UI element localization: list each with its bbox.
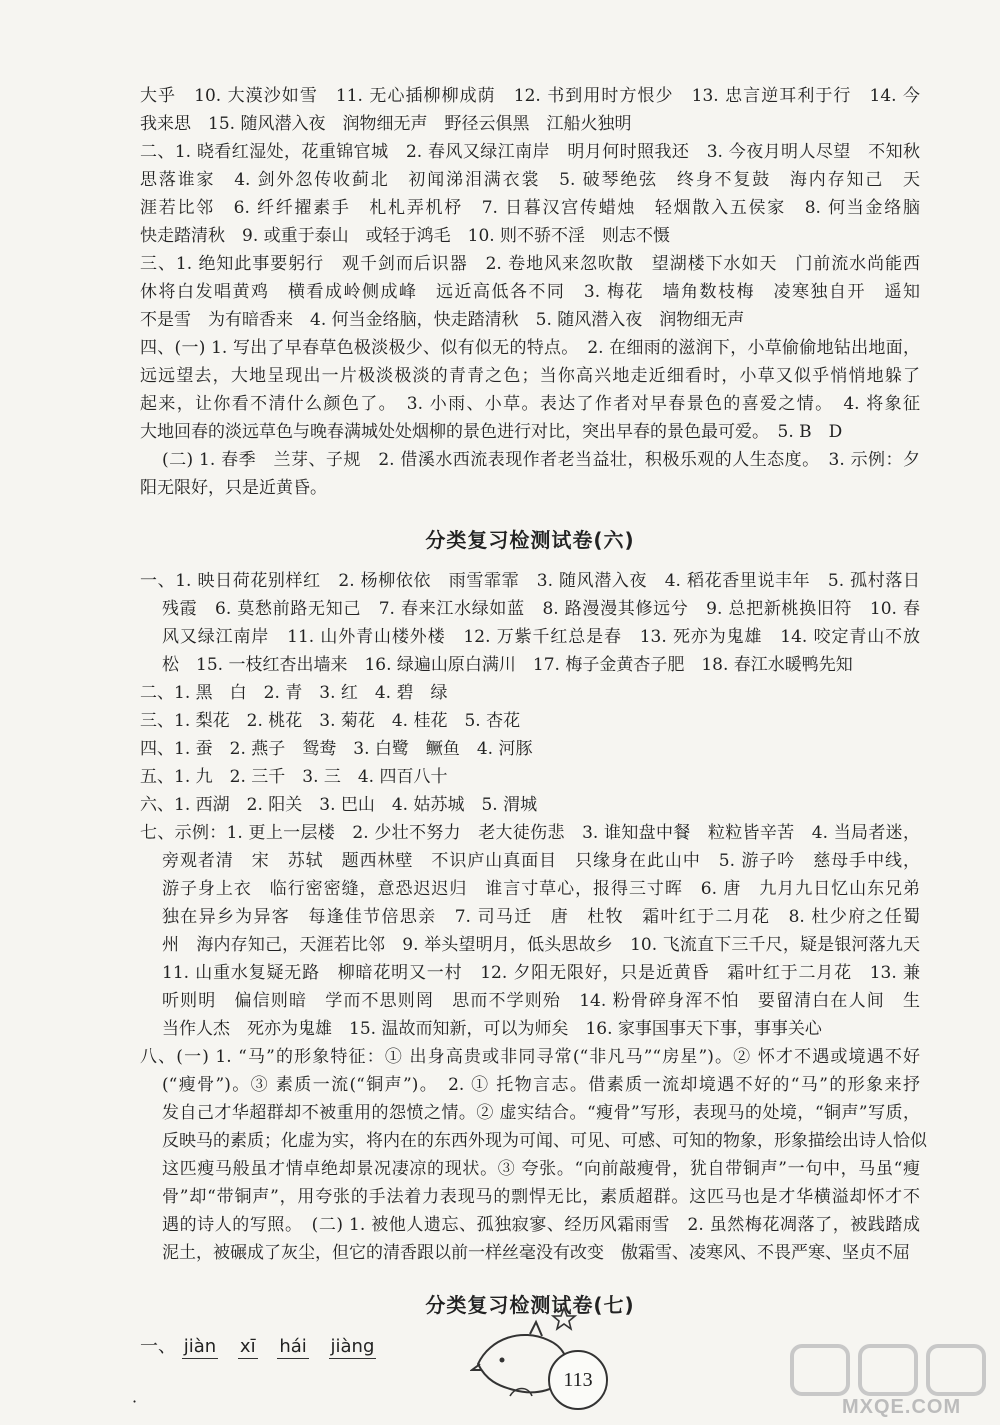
answer-line: 七、示例：1. 更上一层楼 2. 少壮不努力 老大徒伤悲 3. 谁知盘中餐 粒粒皆辛苦 4. 当局者迷， bbox=[140, 823, 920, 843]
answer-line: 我来思 15. 随风潜入夜 润物细无声 野径云俱黑 江船火独明 bbox=[140, 114, 632, 134]
pinyin-question-prefix: 一、 bbox=[140, 1336, 176, 1357]
section-6-answers bbox=[140, 567, 927, 1267]
answer-line: 发自己才华超群却不被重用的怨愤之情。② 虚实结合。“瘦骨”写形，表现马的处境，“铜声”写质， bbox=[162, 1103, 920, 1123]
pinyin-word: jiàn bbox=[183, 1336, 217, 1357]
answer-line: 六、1. 西湖 2. 阳关 3. 巴山 4. 姑苏城 5. 渭城 bbox=[140, 795, 538, 815]
answer-line: 三、1. 梨花 2. 桃花 3. 菊花 4. 桂花 5. 杏花 bbox=[140, 711, 521, 731]
answer-line: 残霞 6. 莫愁前路无知己 7. 春来江水绿如蓝 8. 路漫漫其修远兮 9. 总把新桃换旧符 10. 春 bbox=[162, 599, 920, 619]
answer-line: 州 海内存知己，天涯若比邻 9. 举头望明月，低头思故乡 10. 飞流直下三千尺，疑是银河落九天 bbox=[162, 935, 920, 955]
pinyin-word: jiàng bbox=[330, 1336, 375, 1357]
answer-line: 11. 山重水复疑无路 柳暗花明又一村 12. 夕阳无限好，只是近黄昏 霜叶红于二月花 13. 兼 bbox=[162, 963, 920, 983]
answer-line: 游子身上衣 临行密密缝，意恐迟迟归 谁言寸草心，报得三寸晖 6. 唐 九月九日忆山东兄弟 bbox=[162, 879, 920, 899]
answer-line: 反映马的素质；化虚为实，将内在的东西外现为可闻、可见、可感、可知的物象，形象描绘出诗人恰似 bbox=[162, 1131, 927, 1151]
answer-line: 听则明 偏信则暗 学而不思则罔 思而不学则殆 14. 粉骨碎身浑不怕 要留清白在人间 生 bbox=[162, 991, 920, 1011]
pinyin-word: hái bbox=[279, 1336, 307, 1357]
answer-line: 独在异乡为异客 每逢佳节倍思亲 7. 司马迁 唐 杜牧 霜叶红于二月花 8. 杜少府之任蜀 bbox=[162, 907, 920, 927]
answer-line: 休将白发唱黄鸡 横看成岭侧成峰 远近高低各不同 3. 梅花 墙角数枝梅 凌寒独自开 遥知 bbox=[140, 282, 920, 302]
page-number: 113 bbox=[548, 1350, 608, 1410]
answer-line: 远远望去，大地呈现出一片极淡极淡的青青之色；当你高兴地走近细看时，小草又似乎悄悄地躲了 bbox=[140, 366, 920, 386]
answer-line: 风又绿江南岸 11. 山外青山楼外楼 12. 万紫千红总是春 13. 死亦为鬼雄 14. 咬定青山不放 bbox=[162, 627, 920, 647]
answer-line: 五、1. 九 2. 三千 3. 三 4. 四百八十 bbox=[140, 767, 448, 787]
answer-line: 大乎 10. 大漠沙如雪 11. 无心插柳柳成荫 12. 书到用时方恨少 13. 忠言逆耳利于行 14. 今 bbox=[140, 86, 920, 106]
answer-line: (二) 1. 春季 兰芽、子规 2. 借溪水西流表现作者老当益壮，积极乐观的人生态度。 3. 示例：夕 bbox=[162, 450, 920, 470]
watermark-text: MXQE.COM bbox=[842, 1396, 962, 1418]
section-7-title: 分类复习检测试卷(七) bbox=[425, 1293, 635, 1317]
answer-line: 起来，让你看不清什么颜色了。 3. 小雨、小草。表达了作者对早春景色的喜爱之情。 4. 将象征 bbox=[140, 394, 920, 414]
answer-line: 不是雪 为有暗香来 4. 何当金络脑，快走踏清秋 5. 随风潜入夜 润物细无声 bbox=[140, 310, 745, 330]
answer-line: 四、(一) 1. 写出了早春草色极淡极少、似有似无的特点。 2. 在细雨的滋润下，小草偷偷地钻出地面， bbox=[140, 338, 920, 358]
previous-test-answers bbox=[140, 82, 920, 502]
answer-line: 阳无限好，只是近黄昏。 bbox=[140, 478, 327, 498]
section-6-title: 分类复习检测试卷(六) bbox=[425, 528, 635, 552]
answer-line: 遇的诗人的写照。 (二) 1. 被他人遗忘、孤独寂寥、经历风霜雨雪 2. 虽然梅花凋落了，被践踏成 bbox=[162, 1215, 920, 1235]
answer-line: 大地回春的淡远草色与晚春满城处处烟柳的景色进行对比，突出早春的景色最可爱。 5. B D bbox=[140, 422, 843, 442]
answer-line: 快走踏清秋 9. 或重于泰山 或轻于鸿毛 10. 则不骄不淫 则志不慑 bbox=[140, 226, 671, 246]
answer-line: 当作人杰 死亦为鬼雄 15. 温故而知新，可以为师矣 16. 家事国事天下事，事事关心 bbox=[162, 1019, 822, 1039]
answer-line: 二、1. 晓看红湿处，花重锦官城 2. 春风又绿江南岸 明月何时照我还 3. 今夜月明人尽望 不知秋 bbox=[140, 142, 920, 162]
answer-line: 松 15. 一枝红杏出墙来 16. 绿遍山原白满川 17. 梅子金黄杏子肥 18. 春江水暖鸭先知 bbox=[162, 655, 853, 675]
answer-line: 泥土，被碾成了灰尘，但它的清香跟以前一样丝毫没有改变 傲霜雪、凌寒风、不畏严寒、坚贞不屈 bbox=[162, 1243, 910, 1263]
answer-line: 旁观者清 宋 苏轼 题西林壁 不识庐山真面目 只缘身在此山中 5. 游子吟 慈母手中线， bbox=[162, 851, 920, 871]
footer-dot: · bbox=[132, 1392, 138, 1411]
answer-line: 二、1. 黑 白 2. 青 3. 红 4. 碧 绿 bbox=[140, 683, 448, 703]
answer-line: 这匹瘦马般虽才情卓绝却景况凄凉的现状。③ 夸张。“向前敲瘦骨，犹自带铜声”一句中，马虽“瘦 bbox=[162, 1159, 920, 1179]
answer-line: 思落谁家 4. 剑外忽传收蓟北 初闻涕泪满衣裳 5. 破琴绝弦 终身不复鼓 海内存知己 天 bbox=[140, 170, 920, 190]
answer-line: 骨”却“带铜声”，用夸张的手法着力表现马的剽悍无比，素质超群。这匹马也是才华横溢却怀才不 bbox=[162, 1187, 920, 1207]
answer-line: 一、1. 映日荷花别样红 2. 杨柳依依 雨雪霏霏 3. 随风潜入夜 4. 稻花香里说丰年 5. 孤村落日 bbox=[140, 571, 920, 591]
answer-line: 四、1. 蚕 2. 燕子 鸳鸯 3. 白鹭 鳜鱼 4. 河豚 bbox=[140, 739, 533, 759]
answer-line: 涯若比邻 6. 纤纤擢素手 札札弄机杼 7. 日暮汉宫传蜡烛 轻烟散入五侯家 8. 何当金络脑 bbox=[140, 198, 920, 218]
answer-line: 八、(一) 1. “马”的形象特征：① 出身高贵或非同寻常(“非凡马”“房星”)。② 怀才不遇或境遇不好 bbox=[140, 1047, 920, 1067]
answer-line: (“瘦骨”)。③ 素质一流(“铜声”)。 2. ① 托物言志。借素质一流却境遇不好的“马”的形象来抒 bbox=[162, 1075, 920, 1095]
answer-content bbox=[140, 82, 927, 1359]
answer-line: 三、1. 绝知此事要躬行 观千剑而后识器 2. 卷地风来忽吹散 望湖楼下水如天 门前流水尚能西 bbox=[140, 254, 920, 274]
pinyin-word: xī bbox=[239, 1336, 256, 1357]
